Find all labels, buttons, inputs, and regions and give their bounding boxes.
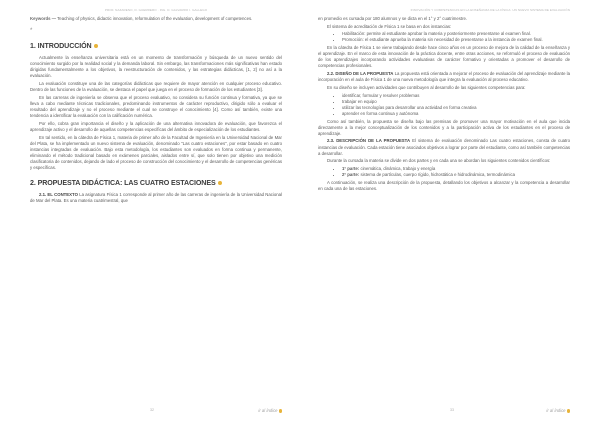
- subsection-title: 2.1. EL CONTEXTO: [39, 192, 78, 198]
- page-number: 32: [150, 408, 154, 412]
- paragraph-text: El sistema de evaluación denominado Las cuatro estaciones, consta de cuatro instancias de evaluación. Cada estación tiene asociados objetivos a lograr por parte del estudiante, como así también competencias a desarrollar.: [318, 138, 570, 156]
- paragraph: La evaluación constituye una de las categorías didácticas que requiere de mayor atención en cualquier proceso educativo. Dentro de las funciones de la evaluación, se destaca el papel que juega en el proceso de formación de los estudiantes [3].: [30, 81, 282, 93]
- list-item: • utilizar las tecnologías para desarrollar una actividad en forma creativa: [342, 105, 570, 111]
- subsection-title: 2.3. DESCRIPCIÓN DE LA PROPUESTA: [327, 138, 411, 144]
- paragraph: en promedio es cursada por 180 alumnos y se dicta en el 1° y 2° cuatrimestre.: [318, 16, 468, 21]
- list-item: • Promoción: el estudiante aprueba la materia sin necesidad de presentarse a la instancia de examen final.: [342, 37, 570, 43]
- page-number: 33: [450, 408, 454, 412]
- paragraph: [318, 71, 570, 83]
- subsection-title: 2.2. DISEÑO DE LA PROPUESTA: [327, 71, 394, 77]
- paragraph: Actualmente la enseñanza universitaria está en un momento de transformación y búsqueda de un nuevo sentido del conocimiento surgido por la realidad social y la demanda laboral. Sin embargo, las transformaciones más significativas han estado dirigidas fundamentalmente a los objetivos, la reestructuración de contenidos, y las estrategias didácticas, [1, 2] no así a la evaluación.: [30, 55, 282, 79]
- index-link[interactable]: [546, 408, 570, 413]
- list-item-text: cinemática, dinámica, trabajo y energía: [360, 166, 436, 171]
- paragraph: Durante la cursada la materia se divide en dos partes y en cada una se abordan los siguientes contenidos científicos:: [327, 158, 551, 164]
- index-link[interactable]: [258, 408, 282, 413]
- keywords-text: Teaching of physics, didactic innovation, reformulation of the evaluation, development of competences.: [57, 16, 253, 21]
- list-item: • Habilitación: permite al estudiante aprobar la materia y posteriormente presentarse al examen final.: [342, 31, 570, 37]
- keywords-label: Keywords —: [30, 16, 57, 21]
- paragraph: En las carreras de ingeniería se observa que el proceso evaluativo, no considera su función continua y formativa, ya que se lleva a cabo mediante técnicas tradicionales, predominando instrumentos de carácter reproductivo, dirigido sólo a evaluar el resultado del aprendizaje y no el proceso mediante el cual se construye el conocimiento [4]. Como así también, existe una tendencia a identificar la evaluación con la calificación numérica.: [30, 94, 282, 119]
- contents-list: [318, 166, 570, 178]
- index-link-label: ir al índice: [258, 408, 278, 413]
- list-item-text: sistema de partículas, cuerpo rígido, hidrostática e hidrodinámica, termodinámica: [360, 172, 515, 178]
- paragraph: Por ello, cobra gran importancia el diseño y la aplicación de una alternativa innovadora de evaluación, que favorezca el aprendizaje activo y el desarrollo de aquellas competencias específicas del ámbito de especialización de los estudiantes.: [30, 120, 282, 132]
- keywords: [30, 16, 282, 22]
- list-item: • identificar, formular y resolver problemas: [342, 93, 570, 99]
- list-item: [342, 172, 570, 178]
- section-title-text: 1. INTRODUCCIÓN: [30, 42, 92, 51]
- right-page: [300, 0, 600, 424]
- running-header: INNOVACIÓN Y COMPETENCIAS EN LA ENSEÑANZA DE LA FÍSICA: UN NUEVO SISTEMA DE EVALUACIÓN: [410, 8, 570, 12]
- section-bullet-icon: [94, 44, 98, 48]
- paragraph: En la cátedra de Física 1 se viene trabajando desde hace cinco años en un proceso de mejora de la calidad de la enseñanza y el aprendizaje. En el marco de esta innovación de la práctica docente, entre otras acciones, se reformuló el proceso de evaluación de los aprendizajes incorporando actividades evaluativas de carácter formativo y orientadas a promover el desarrollo de competencias profesionales.: [318, 45, 570, 69]
- paragraph: El sistema de acreditación de Física 1 se basa en dos instancias:: [327, 23, 452, 29]
- section-title-propuesta: [30, 179, 282, 187]
- list-item-label: 1° parte:: [342, 166, 360, 171]
- paragraph-text: La asignatura Física 1 corresponde al primer año de las carreras de ingeniería de la Universidad Nacional de Mar del Plata. Es una materia cuatrimestral, que: [30, 192, 283, 204]
- list-item: • trabajar en equipo: [342, 99, 570, 105]
- paragraph: Como así también, la propuesta se diseña bajo las premisas de promover una mayor motivación en el aula que incida directamente a la mejor conceptualización de los contenidos y a la participación activa de los estudiantes en el proceso de aprendizaje.: [318, 118, 570, 136]
- paragraph-text: La propuesta está orientada a mejorar el proceso de evaluación del aprendizaje mediante la incorporación en el aula de Física 1 de una nueva metodología que integra la evaluación al proceso educativo.: [318, 71, 570, 83]
- paragraph: [318, 138, 570, 156]
- paragraph: En su diseño se incluyen actividades que contribuyen al desarrollo de las siguientes competencias para:: [327, 84, 526, 90]
- list-item-label: 2° parte:: [342, 172, 360, 178]
- index-dot-icon: [567, 409, 571, 413]
- section-separator: *: [30, 28, 33, 35]
- paragraph: En tal sentido, en la cátedra de Física 1, materia de primer año de la Facultad de Ingeniería en la Universidad Nacional de Mar del Plata, se ha implementado un nuevo sistema de evaluación, denominado "Las cuatro estaciones", por estar basado en cuatro instancias integradas de evaluación. Bajo esta metodología, los estudiantes son evaluados en forma continua y permanente, eliminando el método tradicional basado en exámenes parciales, aislados entre sí, que solo tienen por objetivo una medición clasificatoria de contenidos, dejando de lado el proceso de construcción del conocimiento y el desarrollo de competencias genéricas y específicas.: [30, 134, 282, 171]
- accreditation-list: [318, 31, 570, 43]
- section-title-text: 2. PROPUESTA DIDÁCTICA: LAS CUATRO ESTACIONES: [30, 179, 216, 188]
- list-item: • aprender en forma continua y autónoma: [342, 111, 570, 117]
- paragraph: [30, 192, 282, 204]
- section-bullet-icon: [218, 181, 222, 185]
- paragraph: A continuación, se realiza una descripción de la propuesta, detallando los objetivos a alcanzar y la competencia a desarrollar en cada una de las estaciones.: [318, 179, 570, 191]
- section-title-introduccion: [30, 42, 282, 50]
- index-dot-icon: [279, 409, 283, 413]
- index-link-label: ir al índice: [546, 408, 566, 413]
- competencies-list: [318, 93, 570, 117]
- running-header: PROF. NAZARENO, D. GUERRERO · ING. D. GALVARRO I. GALLEGO: [104, 8, 208, 12]
